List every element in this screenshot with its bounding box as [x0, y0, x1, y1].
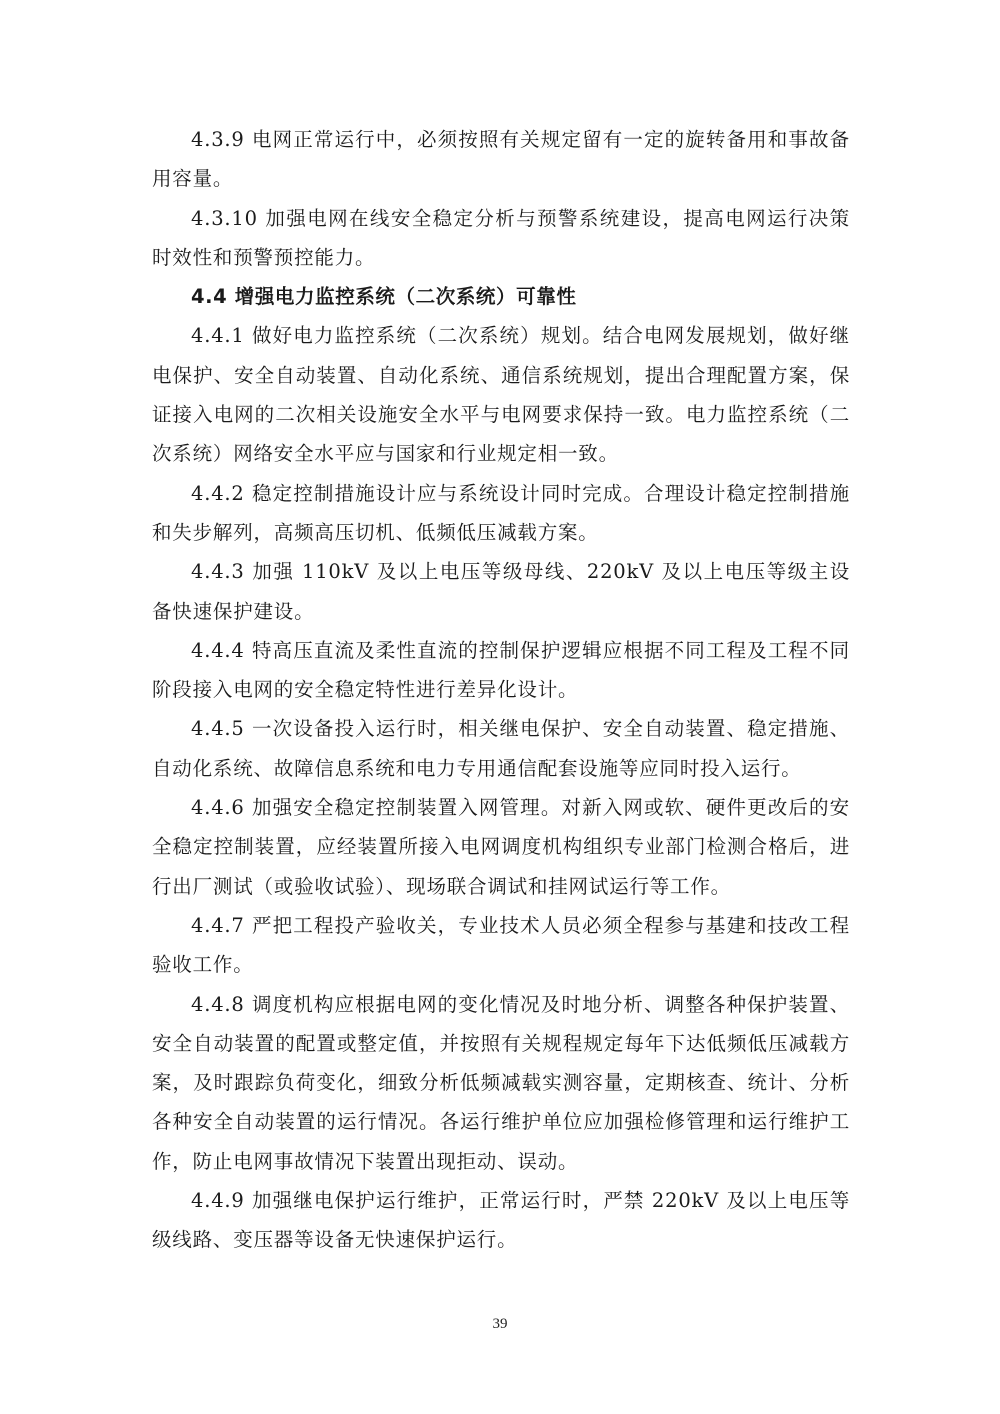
section-heading-4-4: 4.4 增强电力监控系统（二次系统）可靠性	[191, 285, 577, 309]
paragraph-4-4-1: 4.4.1 做好电力监控系统（二次系统）规划。结合电网发展规划，做好继电保护、安全自动装置、自动化系统、通信系统规划，提出合理配置方案，保证接入电网的二次相关设施安全水平与电网要求保持一致。电力监控系统（二次系统）网络安全水平应与国家和行业规定相一致。	[152, 324, 850, 466]
paragraph-4-4-7: 4.4.7 严把工程投产验收关，专业技术人员必须全程参与基建和技改工程验收工作。	[152, 913, 850, 977]
paragraph-4-4-8: 4.4.8 调度机构应根据电网的变化情况及时地分析、调整各种保护装置、安全自动装置的配置或整定值，并按照有关规程规定每年下达低频低压减载方案，及时跟踪负荷变化，细致分析低频减载实测容量，定期核查、统计、分析各种安全自动装置的运行情况。各运行维护单位应加强检修管理和运行维护工作，防止电网事故情况下装置出现拒动、误动。	[152, 992, 850, 1173]
paragraph-4-4-6: 4.4.6 加强安全稳定控制装置入网管理。对新入网或软、硬件更改后的安全稳定控制装置，应经装置所接入电网调度机构组织专业部门检测合格后，进行出厂测试（或验收试验）、现场联合调试和挂网试运行等工作。	[152, 796, 850, 898]
paragraph-4-4-2: 4.4.2 稳定控制措施设计应与系统设计同时完成。合理设计稳定控制措施和失步解列，高频高压切机、低频低压减载方案。	[152, 481, 850, 544]
paragraph-4-4-3: 4.4.3 加强 110kV 及以上电压等级母线、220kV 及以上电压等级主设备快速保护建设。	[152, 560, 850, 623]
paragraph-4-4-5: 4.4.5 一次设备投入运行时，相关继电保护、安全自动装置、稳定措施、自动化系统、故障信息系统和电力专用通信配套设施等应同时投入运行。	[152, 717, 850, 780]
page-number: 39	[492, 1316, 508, 1332]
paragraph-4-3-9: 4.3.9 电网正常运行中，必须按照有关规定留有一定的旋转备用和事故备用容量。	[152, 128, 850, 191]
paragraph-4-4-9: 4.4.9 加强继电保护运行维护，正常运行时，严禁 220kV 及以上电压等级线路、变压器等设备无快速保护运行。	[152, 1189, 850, 1252]
paragraph-4-3-10: 4.3.10 加强电网在线安全稳定分析与预警系统建设，提高电网运行决策时效性和预警预控能力。	[152, 206, 850, 269]
paragraph-4-4-4: 4.4.4 特高压直流及柔性直流的控制保护逻辑应根据不同工程及工程不同阶段接入电网的安全稳定特性进行差异化设计。	[152, 638, 850, 702]
document-body	[152, 120, 850, 1260]
